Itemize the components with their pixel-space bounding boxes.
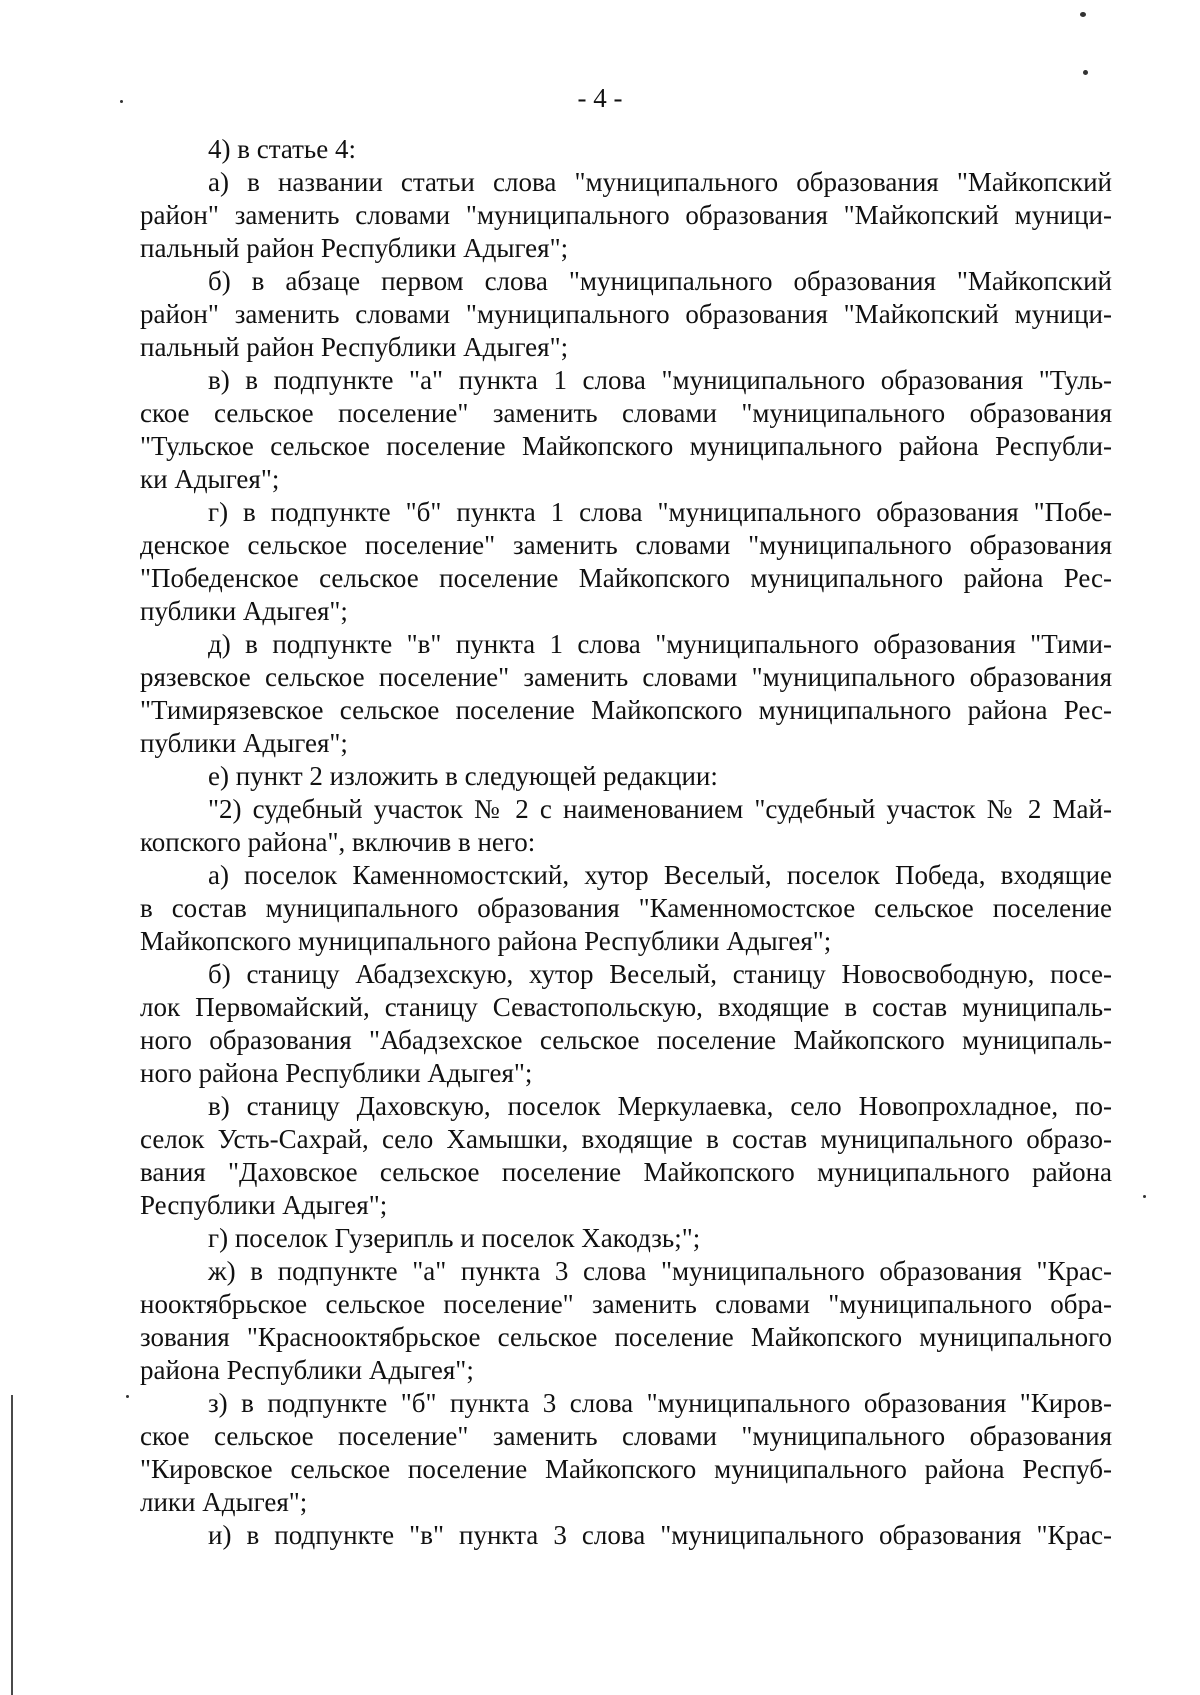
text-line: лики Адыгея"; [140, 1487, 308, 1517]
text-line: "Тульское сельское поселение Майкопского муниципального района Республи- [140, 431, 1112, 461]
paragraph [140, 958, 1112, 1090]
text-line: г) в подпункте "б" пункта 1 слова "муниципального образования "Побе- [208, 497, 1112, 527]
paragraph [140, 265, 1112, 364]
text-line: "Победенское сельское поселение Майкопского муниципального района Рес- [140, 563, 1112, 593]
text-line: "Тимирязевское сельское поселение Майкопского муниципального района Рес- [140, 695, 1112, 725]
paragraph [140, 166, 1112, 265]
scan-speck [120, 100, 123, 103]
paragraph [140, 364, 1112, 496]
scan-speck [1143, 1195, 1146, 1198]
text-line: ское сельское поселение" заменить словами "муниципального образования [140, 1421, 1112, 1451]
paragraph [140, 1090, 1112, 1222]
paragraph [140, 496, 1112, 628]
scan-edge-line [11, 1395, 13, 1695]
text-line: Республики Адыгея"; [140, 1190, 388, 1220]
text-line: вания "Даховское сельское поселение Майкопского муниципального района [140, 1157, 1112, 1187]
text-line: копского района", включив в него: [140, 827, 536, 857]
text-line: в) в подпункте "а" пункта 1 слова "муниципального образования "Туль- [208, 365, 1112, 395]
text-line: б) станицу Абадзехскую, хутор Веселый, станицу Новосвободную, посе- [208, 959, 1112, 989]
document-body [140, 133, 1112, 1552]
paragraph [140, 1519, 1112, 1552]
paragraph [140, 760, 1112, 793]
paragraph [140, 1222, 1112, 1255]
text-line: ки Адыгея"; [140, 464, 280, 494]
text-line: в) станицу Даховскую, поселок Меркулаевка, село Новопрохладное, по- [208, 1091, 1112, 1121]
text-line: ж) в подпункте "а" пункта 3 слова "муниципального образования "Крас- [208, 1256, 1112, 1286]
scan-speck [1083, 70, 1088, 75]
text-line: е) пункт 2 изложить в следующей редакции: [208, 761, 718, 791]
scan-speck [1080, 12, 1086, 17]
text-line: пальный район Республики Адыгея"; [140, 233, 569, 263]
text-line: "Кировское сельское поселение Майкопского муниципального района Респуб- [140, 1454, 1112, 1484]
text-line: б) в абзаце первом слова "муниципального образования "Майкопский [208, 266, 1112, 296]
paragraph [140, 1255, 1112, 1387]
paragraph [140, 859, 1112, 958]
paragraph [140, 793, 1112, 859]
paragraph [140, 628, 1112, 760]
text-line: "2) судебный участок № 2 с наименованием "судебный участок № 2 Май- [208, 794, 1112, 824]
text-line: селок Усть-Сахрай, село Хамышки, входящие в состав муниципального образо- [140, 1124, 1112, 1154]
text-line: в состав муниципального образования "Каменномостское сельское поселение [140, 893, 1112, 923]
page-number: - 4 - [577, 83, 623, 113]
text-line: публики Адыгея"; [140, 728, 348, 758]
text-line: ское сельское поселение" заменить словами "муниципального образования [140, 398, 1112, 428]
text-line: а) в названии статьи слова "муниципального образования "Майкопский [208, 167, 1112, 197]
text-line: пальный район Республики Адыгея"; [140, 332, 569, 362]
text-line: лок Первомайский, станицу Севастопольскую, входящие в состав муниципаль- [140, 992, 1112, 1022]
paragraph [140, 1387, 1112, 1519]
text-line: а) поселок Каменномостский, хутор Веселый, поселок Победа, входящие [208, 860, 1112, 890]
text-line: рязевское сельское поселение" заменить словами "муниципального образования [140, 662, 1112, 692]
text-line: ного района Республики Адыгея"; [140, 1058, 533, 1088]
text-line: публики Адыгея"; [140, 596, 348, 626]
text-line: района Республики Адыгея"; [140, 1355, 474, 1385]
text-line: Майкопского муниципального района Республики Адыгея"; [140, 926, 832, 956]
text-line: и) в подпункте "в" пункта 3 слова "муниципального образования "Крас- [208, 1520, 1112, 1550]
scan-speck [126, 1395, 129, 1398]
text-line: д) в подпункте "в" пункта 1 слова "муниципального образования "Тими- [208, 629, 1112, 659]
text-line: район" заменить словами "муниципального образования "Майкопский муници- [140, 299, 1112, 329]
text-line: ного образования "Абадзехское сельское поселение Майкопского муниципаль- [140, 1025, 1112, 1055]
text-line: з) в подпункте "б" пункта 3 слова "муниципального образования "Киров- [208, 1388, 1112, 1418]
text-line: г) поселок Гузерипль и поселок Хакодзь;"; [208, 1223, 701, 1253]
text-line: район" заменить словами "муниципального образования "Майкопский муници- [140, 200, 1112, 230]
text-line: 4) в статье 4: [208, 134, 356, 164]
paragraph [140, 133, 1112, 166]
text-line: зования "Краснооктябрьское сельское поселение Майкопского муниципального [140, 1322, 1112, 1352]
text-line: денское сельское поселение" заменить словами "муниципального образования [140, 530, 1112, 560]
text-line: нооктябрьское сельское поселение" заменить словами "муниципального обра- [140, 1289, 1112, 1319]
